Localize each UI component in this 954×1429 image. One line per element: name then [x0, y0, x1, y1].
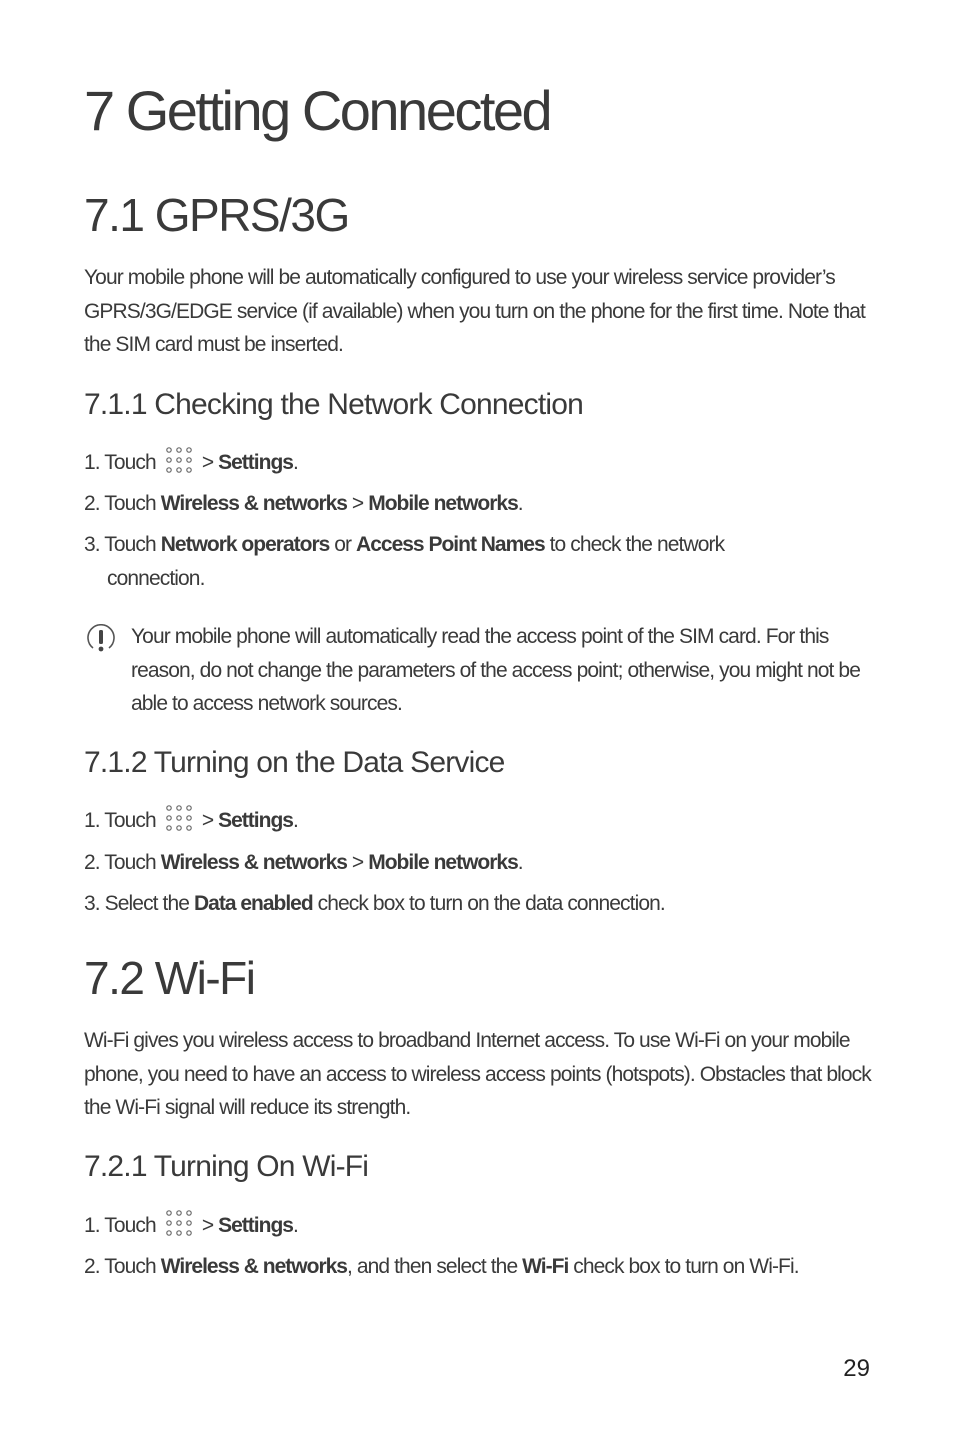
subsection-title-data-service: 7.1.2 Turning on the Data Service: [84, 746, 505, 779]
check-step-1: [84, 446, 298, 480]
step-text: , and then select the: [346, 1255, 518, 1278]
step-separator: >: [201, 451, 214, 474]
step-bold: Wireless & networks: [160, 851, 347, 874]
step-end: .: [292, 809, 298, 832]
gprs-intro-paragraph: Your mobile phone will be automatically configured to use your wireless service provider’s GPRS/3G/EDGE service (if available) when you turn on the phone for the first time. Note that the SIM card must be inserted.: [84, 266, 865, 356]
note-text: Your mobile phone will automatically read the access point of the SIM card. For this reason, do not change the parameters of the access point; otherwise, you might not be able to access network sources.: [131, 625, 860, 715]
step-text: 1. Touch: [84, 1214, 156, 1237]
subsection-title-check-network: 7.1.1 Checking the Network Connection: [84, 388, 584, 421]
apps-grid-icon: [164, 804, 194, 832]
step-bold: Wi-Fi: [522, 1255, 569, 1278]
section-title-wifi: 7.2 Wi-Fi: [84, 952, 255, 1004]
step-separator: >: [201, 809, 214, 832]
step-end: .: [292, 451, 298, 474]
step-text: to check the network: [549, 533, 725, 556]
step-text: or: [334, 533, 352, 556]
wifi-step-2: [84, 1250, 799, 1284]
note-exclamation-icon: [84, 624, 118, 656]
step-text: check box to turn on the data connection.: [317, 892, 665, 915]
step-text: 2. Touch: [84, 1255, 156, 1278]
step-text: 3. Touch: [84, 533, 156, 556]
step-end: .: [292, 1214, 298, 1237]
step-bold: Wireless & networks: [160, 1255, 347, 1278]
step-bold: Settings: [218, 451, 293, 474]
step-separator: >: [351, 492, 364, 515]
step-text: 2. Touch: [84, 492, 156, 515]
data-step-3: [84, 887, 665, 921]
step-separator: >: [351, 851, 364, 874]
step-end: .: [517, 492, 523, 515]
step-bold: Mobile networks: [368, 851, 518, 874]
step-text: check box to turn on Wi-Fi.: [573, 1255, 799, 1278]
step-end: .: [517, 851, 523, 874]
step-bold: Settings: [218, 809, 293, 832]
step-bold: Access Point Names: [356, 533, 545, 556]
step-separator: >: [201, 1214, 214, 1237]
section-title-gprs: 7.1 GPRS/3G: [84, 189, 349, 241]
data-step-1: [84, 804, 298, 838]
data-step-2: [84, 846, 523, 880]
step-bold: Settings: [218, 1214, 293, 1237]
step-bold: Data enabled: [193, 892, 313, 915]
page-number: 29: [843, 1355, 870, 1382]
check-step-2: [84, 487, 523, 521]
step-continuation: connection.: [107, 566, 205, 590]
chapter-title: 7 Getting Connected: [84, 79, 551, 142]
step-bold: Wireless & networks: [160, 492, 347, 515]
note-block: [84, 620, 884, 720]
step-text: 2. Touch: [84, 851, 156, 874]
apps-grid-icon: [164, 1209, 194, 1237]
step-text: 1. Touch: [84, 451, 156, 474]
step-bold: Mobile networks: [368, 492, 518, 515]
wifi-step-1: [84, 1209, 298, 1243]
apps-grid-icon: [164, 446, 194, 474]
step-bold: Network operators: [160, 533, 330, 556]
wifi-intro-paragraph: Wi-Fi gives you wireless access to broadband Internet access. To use Wi-Fi on your mobile phone, you need to have an access to wireless access points (hotspots). Obstacles that block the Wi-Fi signal will reduce its strength.: [84, 1029, 871, 1119]
step-text: 1. Touch: [84, 809, 156, 832]
check-step-3: [84, 528, 724, 595]
subsection-title-turning-on-wifi: 7.2.1 Turning On Wi-Fi: [84, 1150, 369, 1183]
step-text: 3. Select the: [84, 892, 190, 915]
